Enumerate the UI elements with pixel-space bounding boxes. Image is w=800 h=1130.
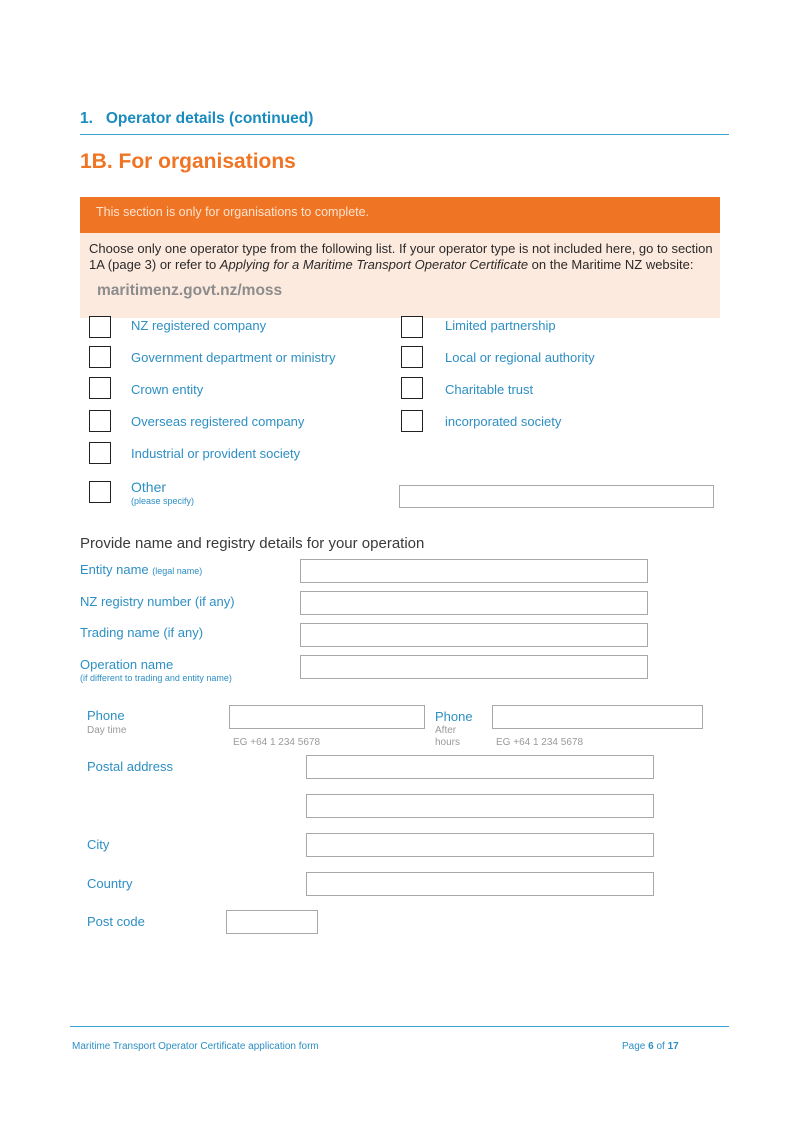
phone-after-input[interactable]	[492, 705, 703, 729]
footer-page-current: 6	[648, 1041, 654, 1052]
city-label: City	[87, 837, 110, 852]
option-label-charitable-trust: Charitable trust	[445, 382, 534, 397]
option-label-overseas-registered-company: Overseas registered company	[131, 414, 305, 429]
entity-name-label-sub: (legal name)	[152, 566, 203, 576]
post-code-label: Post code	[87, 914, 145, 929]
checkbox-other[interactable]	[89, 481, 111, 503]
trading-name-input[interactable]	[300, 623, 648, 647]
option-label-crown-entity: Crown entity	[131, 382, 204, 397]
option-label-local-regional-authority: Local or regional authority	[445, 350, 595, 365]
checkbox-incorporated-society[interactable]	[401, 410, 423, 432]
city-input[interactable]	[306, 833, 654, 857]
phone-after-hint: EG +64 1 234 5678	[496, 737, 584, 748]
postal-address-line1-input[interactable]	[306, 755, 654, 779]
phone-after-label: Phone	[435, 709, 473, 724]
section-title-text: Operator details (continued)	[105, 110, 314, 127]
instructions-text	[89, 241, 719, 273]
footer-page-of: of	[656, 1041, 665, 1052]
checkbox-charitable-trust[interactable]	[401, 377, 423, 399]
footer-page-number	[622, 1041, 679, 1052]
phone-day-input[interactable]	[229, 705, 425, 729]
checkbox-overseas-registered-company[interactable]	[89, 410, 111, 432]
registry-heading: Provide name and registry details for your operation	[80, 535, 425, 552]
section-title	[80, 110, 313, 128]
section-number: 1.	[80, 110, 93, 127]
option-label-nz-registered-company: NZ registered company	[131, 318, 267, 333]
phone-after-sub-line1: After	[435, 725, 457, 736]
instructions-text-part2: on the Maritime NZ website:	[528, 257, 694, 272]
checkbox-nz-registered-company[interactable]	[89, 316, 111, 338]
option-label-incorporated-society: incorporated society	[445, 414, 562, 429]
option-label-limited-partnership: Limited partnership	[445, 318, 556, 333]
checkbox-government-department[interactable]	[89, 346, 111, 368]
phone-after-sub-line2: hours	[435, 737, 461, 748]
checkbox-local-regional-authority[interactable]	[401, 346, 423, 368]
subsection-title: 1B. For organisations	[80, 150, 296, 173]
operation-name-input[interactable]	[300, 655, 648, 679]
operation-name-label: Operation name	[80, 657, 174, 672]
entity-name-input[interactable]	[300, 559, 648, 583]
phone-day-label: Phone	[87, 708, 125, 723]
checkbox-limited-partnership[interactable]	[401, 316, 423, 338]
nz-registry-input[interactable]	[300, 591, 648, 615]
option-label-industrial-provident-society: Industrial or provident society	[131, 446, 301, 461]
postal-address-label: Postal address	[87, 759, 173, 774]
trading-name-label: Trading name (if any)	[80, 625, 204, 640]
nz-registry-label: NZ registry number (if any)	[80, 594, 235, 609]
country-input[interactable]	[306, 872, 654, 896]
option-label-government-department: Government department or ministry	[131, 350, 336, 365]
phone-day-hint: EG +64 1 234 5678	[233, 737, 321, 748]
option-label-other-sub: (please specify)	[131, 496, 195, 506]
checkbox-crown-entity[interactable]	[89, 377, 111, 399]
notice-text: This section is only for organisations to complete.	[96, 205, 370, 219]
option-label-other: Other	[131, 479, 167, 495]
footer-form-name: Maritime Transport Operator Certificate application form	[72, 1041, 319, 1052]
footer-page-total: 17	[667, 1041, 679, 1052]
postal-address-line2-input[interactable]	[306, 794, 654, 818]
operation-name-sub: (if different to trading and entity name)	[80, 673, 232, 683]
country-label: Country	[87, 876, 133, 891]
instructions-guide-title: Applying for a Maritime Transport Operator Certificate	[219, 257, 529, 272]
other-specify-input[interactable]	[399, 485, 714, 508]
post-code-input[interactable]	[226, 910, 318, 934]
phone-day-sub: Day time	[87, 725, 127, 736]
footer-page-word: Page	[622, 1041, 646, 1052]
entity-name-label	[80, 562, 202, 577]
checkbox-industrial-provident-society[interactable]	[89, 442, 111, 464]
section-divider	[80, 134, 729, 135]
instructions-text-part1: Choose only one operator type from the following list. If your operator type is not included here, go to section 1A (page 3) or refer to	[89, 241, 713, 272]
entity-name-label-text: Entity name	[80, 562, 149, 577]
website-link[interactable]: maritimenz.govt.nz/moss	[97, 282, 283, 299]
footer-divider	[70, 1026, 729, 1027]
